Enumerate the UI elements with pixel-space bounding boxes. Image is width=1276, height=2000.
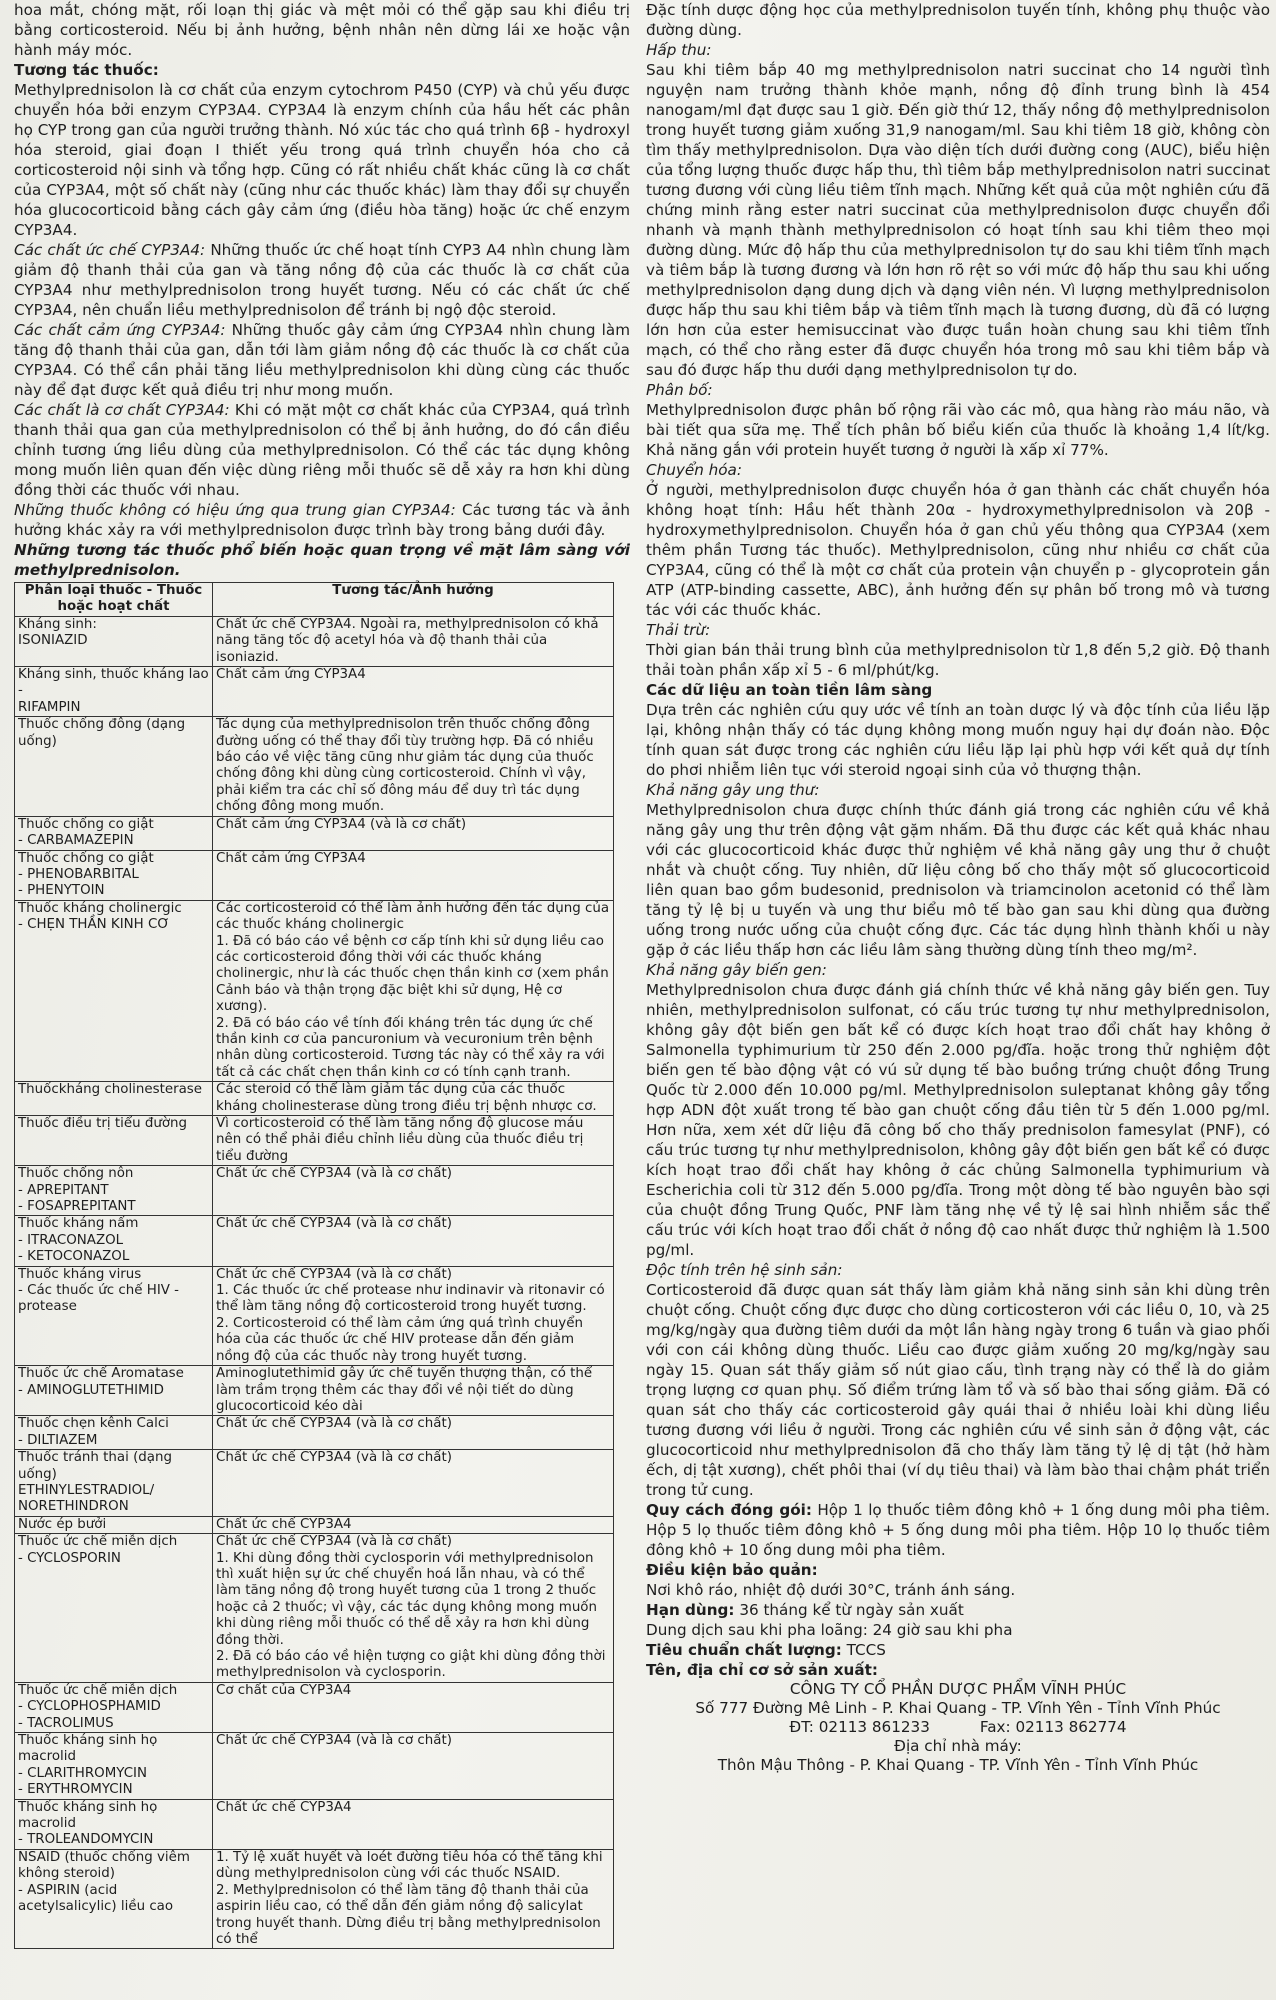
drug-line: - KETOCONAZOL xyxy=(18,1249,130,1265)
table-header-drug: Phân loại thuốc - Thuốc hoặc hoạt chất xyxy=(15,583,213,617)
repro-label: Độc tính trên hệ sinh sản: xyxy=(646,1261,843,1279)
drug-line: Thuốc kháng cholinergic xyxy=(18,900,182,916)
table-row xyxy=(15,1266,614,1365)
drug-line: RIFAMPIN xyxy=(18,699,81,715)
table-row xyxy=(15,850,614,900)
table-row xyxy=(15,1366,614,1416)
intro-text: hoa mắt, chóng mặt, rối loạn thị giác và mệt mỏi có thể gặp sau khi điều trị bằng corticosteroid. Nếu bị ảnh hưởng, bệnh nhân nên dừng lái xe hoặc vận hành máy móc. xyxy=(14,1,630,59)
effect-cell: 1. Tỷ lệ xuất huyết và loét đường tiêu hóa có thể tăng khi dùng methylprednisolon cùng với các thuốc NSAID. 2. Methylprednisolon có thể làm tăng độ thanh thải của aspirin liều cao, có thể dẫn đến giảm nồng độ salicylat trong huyết thanh. Dừng điều trị bằng methylprednisolon có thể xyxy=(213,1849,614,1948)
drug-cell xyxy=(15,667,213,717)
packaging-line: Quy cách đóng gói: Hộp 1 lọ thuốc tiêm đông khô + 1 ống dung môi pha tiêm. Hộp 5 lọ thuốc tiêm đông khô + 5 ống dung môi pha tiêm. Hộp 10 lọ thuốc tiêm đông khô + 10 ống dung môi pha tiêm. xyxy=(646,1501,1270,1559)
drug-cell xyxy=(15,1450,213,1517)
metabolism-text: Ở người, methylprednisolon được chuyển hóa ở gan thành các chất chuyển hóa không hoạt tính: Hầu hết thành 20α - hydroxymethylprednisolon và 20β - hydroxymethylprednisolon. Chuyển hóa ở gan chủ yếu thông qua CYP3A4 (xem thêm phần Tương tác thuốc). Methylprednisolon, cũng như nhiều cơ chất của CYP3A4, cũng có thể là một cơ chất của protein vận chuyển p - glycoprotein gắn ATP (ATP-binding cassette, ABC), ảnh hưởng đến sự phân bố trong mô và tương tác với các thuốc khác. xyxy=(646,481,1270,619)
drug-line: Kháng sinh, thuốc kháng lao - xyxy=(18,667,209,699)
table-header-row xyxy=(15,583,614,617)
substrates-paragraph: Các chất là cơ chất CYP3A4: Khi có mặt một cơ chất khác của CYP3A4, quá trình thanh thải qua gan của methylprednisolon có thể bị ảnh hưởng, do đó cần điều chỉnh tương ứng liều dùng của methylprednisolon. Có thể các tác dụng không mong muốn liên quan đến việc dùng riêng mỗi thuốc sẽ dễ xảy ra hơn khi dùng đồng thời các thuốc với nhau. xyxy=(14,401,630,499)
drug-line: - TROLEANDOMYCIN xyxy=(18,1832,154,1848)
shelf-life-diluted: Dung dịch sau khi pha loãng: 24 giờ sau khi pha xyxy=(646,1621,1013,1639)
effect-cell: Chất ức chế CYP3A4 (và là cơ chất) xyxy=(213,1450,614,1517)
drug-line: Thuốc ức chế Aromatase xyxy=(18,1366,184,1382)
drug-line: Thuốc kháng sinh họ macrolid xyxy=(18,1733,158,1765)
phone-number: ĐT: 02113 861233 xyxy=(789,1718,930,1736)
drug-cell xyxy=(15,816,213,850)
interactions-heading: Tương tác thuốc: xyxy=(14,61,159,79)
drug-cell xyxy=(15,1516,213,1533)
drug-line: - APREPITANT xyxy=(18,1182,109,1198)
drug-cell xyxy=(15,1266,213,1365)
mutagenic-text: Methylprednisolon chưa được đánh giá chính thức về khả năng gây biến gen. Tuy nhiên, methylprednisolon sulfonat, có cấu trúc tương tự như methylprednisolon, không gây đột biến gen bất kể có được kích hoạt trao đổi chất hay không ở Salmonella typhimurium từ 250 đến 2.000 pg/đĩa. hoặc trong thử nghiệm đột biến gen tế bào động vật có vú sử dụng tế bào buồng trứng chuột đồng Trung Quốc từ 2.000 đến 10.000 pg/ml. Methylprednisolon suleptanat không gây tổng hợp ADN đột xuất trong tế bào gan chuột cống đầu tiên từ 5 đến 1.000 pg/ml. Hơn nữa, xem xét dữ liệu đã công bố cho thấy prednisolon famesylat (PNF), có cấu trúc tương tự như methylprednisolon, không gây đột biến gen bất kể có được kích hoạt trao đổi chất hay không ở các chủng Salmonella typhimurium và Escherichia coli từ 312 đến 5.000 pg/đĩa. Trong một dòng tế bào nguyên bào sợi của chuột đồng Trung Quốc, PNF làm tăng nhẹ về tỷ lệ sai hình nhiễm sắc thể cấu trúc với kích hoạt trao đổi chất ở nồng độ cao nhất được thử nghiệm là 1.500 pg/ml. xyxy=(646,981,1270,1259)
drug-line: Thuốc chống co giật xyxy=(18,850,154,866)
company-name: CÔNG TY CỔ PHẦN DƯỢC PHẨM VĨNH PHÚC xyxy=(789,1680,1127,1698)
effect-cell: Vì corticosteroid có thể làm tăng nồng độ glucose máu nên có thể phải điều chỉnh liều dùng của thuốc điều trị tiểu đường xyxy=(213,1116,614,1166)
drug-cell xyxy=(15,717,213,816)
effect-cell: Chất ức chế CYP3A4 (và là cơ chất) xyxy=(213,1216,614,1266)
drug-line: NSAID (thuốc chống viêm không steroid) xyxy=(18,1849,190,1882)
effect-cell: Chất ức chế CYP3A4 xyxy=(213,1516,614,1533)
drug-line: - DILTIAZEM xyxy=(18,1432,98,1448)
drug-line: - TACROLIMUS xyxy=(18,1715,114,1731)
inducers-paragraph: Các chất cảm ứng CYP3A4: Những thuốc gây cảm ứng CYP3A4 nhìn chung làm tăng độ thanh thải của gan, dẫn tới làm giảm nồng độ các thuốc là cơ chất của CYP3A4. Có thể cần phải tăng liều methylprednisolon khi dùng cùng các thuốc này để đạt được kết quả điều trị như mong muốn. xyxy=(14,321,630,399)
table-row xyxy=(15,1116,614,1166)
effect-cell: Chất ức chế CYP3A4 (và là cơ chất) xyxy=(213,1733,614,1800)
drug-cell xyxy=(15,1682,213,1732)
drug-line: - ASPIRIN (acid acetylsalicylic) liều cao xyxy=(18,1882,174,1915)
non-cyp-paragraph: Những thuốc không có hiệu ứng qua trung gian CYP3A4: Các tương tác và ảnh hưởng khác xảy ra với methylprednisolon được trình bày trong bảng dưới đây. xyxy=(14,501,630,539)
table-row xyxy=(15,667,614,717)
storage-text: Nơi khô ráo, nhiệt độ dưới 30°C, tránh ánh sáng. xyxy=(646,1581,1016,1599)
distribution-label: Phân bố: xyxy=(646,381,713,399)
table-row xyxy=(15,1682,614,1732)
effect-cell: Tác dụng của methylprednisolon trên thuốc chống đông đường uống có thể thay đổi tùy trường hợp. Đã có nhiều báo cáo về việc tăng cũng như giảm tác dụng của thuốc chống đông khi dùng cùng corticosteroid. Chính vì vậy, phải kiểm tra các chỉ số đông máu để duy trì tác dụng chống đông mong muốn. xyxy=(213,717,614,816)
carcinogenic-label: Khả năng gây ung thư: xyxy=(646,781,820,799)
contact-line xyxy=(646,1718,1270,1737)
effect-cell: Cơ chất của CYP3A4 xyxy=(213,1682,614,1732)
drug-cell xyxy=(15,1116,213,1166)
factory-label: Địa chỉ nhà máy: xyxy=(894,1737,1022,1755)
drug-cell xyxy=(15,1366,213,1416)
effect-cell: Các steroid có thể làm giảm tác dụng của các thuốc kháng cholinesterase dùng trong điều trị bệnh nhược cơ. xyxy=(213,1082,614,1116)
drug-cell xyxy=(15,850,213,900)
storage-label: Điều kiện bảo quản: xyxy=(646,1561,818,1579)
drug-cell xyxy=(15,1849,213,1948)
drug-cell xyxy=(15,1733,213,1800)
elimination-text: Thời gian bán thải trung bình của methylprednisolon từ 1,8 đến 5,2 giờ. Độ thanh thải toàn phần xấp xỉ 5 - 6 ml/phút/kg. xyxy=(646,641,1270,679)
drug-line: - CLARITHROMYCIN xyxy=(18,1765,148,1781)
distribution-text: Methylprednisolon được phân bố rộng rãi vào các mô, qua hàng rào máu não, và bài tiết qua sữa mẹ. Thể tích phân bố biểu kiến của thuốc là khoảng 1,4 lít/kg. Khả năng gắn với protein huyết tương ở người là xấp xỉ 77%. xyxy=(646,401,1270,459)
drug-line: Nước ép bưởi xyxy=(18,1516,107,1532)
table-body xyxy=(15,616,614,1949)
drug-line: ISONIAZID xyxy=(18,633,88,649)
table-row xyxy=(15,1166,614,1216)
table-row xyxy=(15,1799,614,1849)
drug-line: NORETHINDRON xyxy=(18,1499,129,1515)
carcinogenic-text: Methylprednisolon chưa được chính thức đánh giá trong các nghiên cứu về khả năng gây ung thư trên động vật gặm nhấm. Đã thu được các kết quả khác nhau với các glucocorticoid khác được thử nghiệm về khả năng gây ung thư ở chuột nhắt và chuột cống. Tuy nhiên, dữ liệu công bố cho thấy một số glucocorticoid liên quan bao gồm budesonid, prednisolon và triamcinolon acetonid có thể làm tăng tỷ lệ bị u tuyến và ung thư biểu mô tế bào gan sau khi dùng qua đường uống trong nước uống của chuột cống đực. Các tác dụng hình thành khối u này gặp ở các liều thấp hơn các liều lâm sàng thường dùng tính theo mg/m². xyxy=(646,801,1270,959)
effect-cell: Chất cảm ứng CYP3A4 xyxy=(213,850,614,900)
table-row xyxy=(15,900,614,1081)
metabolism-label: Chuyển hóa: xyxy=(646,461,742,479)
effect-cell: Chất ức chế CYP3A4. Ngoài ra, methylprednisolon có khả năng tăng tốc độ acetyl hóa và độ thanh thải của isoniazid. xyxy=(213,616,614,666)
effect-cell: Chất ức chế CYP3A4 (và là cơ chất) xyxy=(213,1166,614,1216)
company-address: Số 777 Đường Mê Linh - P. Khai Quang - TP. Vĩnh Yên - Tỉnh Vĩnh Phúc xyxy=(695,1699,1221,1717)
table-header-effect: Tương tác/Ảnh hưởng xyxy=(213,583,614,617)
fax-number: Fax: 02113 862774 xyxy=(979,1718,1127,1736)
effect-cell: Aminoglutethimid gây ức chế tuyến thượng thận, có thể làm trầm trọng thêm các thay đổi về nội tiết do dùng glucocorticoid kéo dài xyxy=(213,1366,614,1416)
drug-line: - CYCLOSPORIN xyxy=(18,1550,121,1566)
absorption-label: Hấp thu: xyxy=(646,41,712,59)
drug-cell xyxy=(15,1166,213,1216)
inhibitors-paragraph: Các chất ức chế CYP3A4: Những thuốc ức chế hoạt tính CYP3 A4 nhìn chung làm giảm độ thanh thải của gan và tăng nồng độ của các thuốc là cơ chất của CYP3A4 như methylprednisolon trong huyết tương. Nếu có các chất ức chế CYP3A4, nên chuẩn liều methylprednisolon để tránh bị ngộ độc steroid. xyxy=(14,241,630,319)
drug-line: - AMINOGLUTETHIMID xyxy=(18,1382,164,1398)
table-row xyxy=(15,1450,614,1517)
drug-line: Thuốc kháng sinh họ macrolid xyxy=(18,1799,158,1832)
effect-cell: Chất ức chế CYP3A4 (và là cơ chất) xyxy=(213,1416,614,1450)
table-row xyxy=(15,816,614,850)
table-row xyxy=(15,1082,614,1116)
table-row xyxy=(15,1216,614,1266)
effect-cell: Chất cảm ứng CYP3A4 xyxy=(213,667,614,717)
drug-line: - CYCLOPHOSPHAMID xyxy=(18,1699,161,1715)
drug-cell xyxy=(15,1799,213,1849)
drug-line: Thuốckháng cholinesterase xyxy=(18,1082,202,1098)
manufacturer-label: Tên, địa chỉ cơ sở sản xuất: xyxy=(646,1661,878,1679)
drug-line: Thuốc ức chế miễn dịch xyxy=(18,1534,178,1550)
drug-line: ETHINYLESTRADIOL/ xyxy=(18,1482,155,1498)
drug-cell xyxy=(15,900,213,1081)
preclinical-heading: Các dữ liệu an toàn tiền lâm sàng xyxy=(646,681,933,699)
drug-cell xyxy=(15,1216,213,1266)
standard-line: Tiêu chuẩn chất lượng: TCCS xyxy=(646,1641,886,1659)
drug-cell xyxy=(15,1534,213,1683)
factory-address: Thôn Mậu Thông - P. Khai Quang - TP. Vĩnh Yên - Tỉnh Vĩnh Phúc xyxy=(717,1756,1199,1774)
table-row xyxy=(15,717,614,816)
repro-text: Corticosteroid đã được quan sát thấy làm giảm khả năng sinh sản khi dùng trên chuột cống. Chuột cống đực được cho dùng corticosteron với các liều 0, 10, và 25 mg/kg/ngày qua đường tiêm dưới da một lần hàng ngày trong 6 tuần và giao phối với con cái không dùng thuốc. Liều cao được giảm xuống 20 mg/kg/ngày sau ngày 15. Quan sát thấy giảm số nút giao cấu, tình trạng này có thể là do giảm trọng lượng cơ quan phụ. Số điểm trứng làm tổ và số bào thai sống giảm. Đã có quan sát cho thấy các corticosteroid gây quái thai ở nhiều loài khi dùng liều tương đương với liều ở người. Trong các nghiên cứu về sinh sản ở động vật, các glucocorticoid như methylprednisolon đã cho thấy làm tăng tỷ lệ dị tật (hở hàm ếch, dị tật xương), chết phôi thai (ví dụ tiêu thai) và làm bào thai chậm phát triển trong tử cung. xyxy=(646,1281,1270,1499)
drug-line: Thuốc chẹn kênh Calci xyxy=(18,1416,169,1432)
drug-line: - CHẸN THẦN KINH CƠ xyxy=(18,917,170,933)
drug-line: - PHENOBARBITAL xyxy=(18,866,139,882)
interaction-table xyxy=(14,582,614,1949)
drug-line: - ITRACONAZOL xyxy=(18,1232,124,1248)
interactions-intro: Methylprednisolon là cơ chất của enzym cytochrom P450 (CYP) và chủ yếu được chuyển hóa bởi enzym CYP3A4. CYP3A4 là enzym chính của hầu hết các phân họ CYP trong gan của người trưởng thành. Nó xúc tác cho quá trình 6β - hydroxyl hóa steroid, giai đoạn I thiết yếu trong quá trình chuyển hóa cho cả corticosteroid nội sinh và tổng hợp. Cũng có rất nhiều chất khác cũng là cơ chất của CYP3A4, một số chất này (cũng như các thuốc khác) làm thay đổi sự chuyển hóa glucocorticoid bằng cách gây cảm ứng (điều hòa tăng) hoặc ức chế enzym CYP3A4. xyxy=(14,81,630,239)
drug-line: Thuốc tránh thai (dạng uống) xyxy=(18,1450,172,1482)
table-row xyxy=(15,1416,614,1450)
effect-cell: Các corticosteroid có thể làm ảnh hưởng đến tác dụng của các thuốc kháng cholinergic 1. Đã có báo cáo về bệnh cơ cấp tính khi sử dụng liều cao các corticosteroid đồng thời với các thuốc kháng cholinergic, như là các thuốc chẹn thần kinh cơ (xem phần Cảnh báo và thận trọng đặc biệt khi sử dụng, Hệ cơ xương). 2. Đã có báo cáo về tính đối kháng trên tác dụng ức chế thần kinh cơ của pancuronium và vecuronium trên bệnh nhân dùng corticosteroid. Tương tác này có thể xảy ra với tất cả các chất chẹn thần kinh cơ có tính cạnh tranh. xyxy=(213,900,614,1081)
table-row xyxy=(15,1733,614,1800)
drug-line: - CARBAMAZEPIN xyxy=(18,833,134,849)
elimination-label: Thải trừ: xyxy=(646,621,711,639)
effect-cell: Chất ức chế CYP3A4 (và là cơ chất) 1. Khi dùng đồng thời cyclosporin với methylprednisolon thì xuất hiện sự ức chế chuyển hoá lẫn nhau, và có thể làm tăng nồng độ trong huyết tương của 1 trong 2 thuốc hoặc cả 2 thuốc; vì vậy, các tác dụng không mong muốn khi dùng riêng mỗi thuốc có thể dễ xảy ra hơn khi dùng đồng thời. 2. Đã có báo cáo về hiện tượng co giật khi dùng đồng thời methylprednisolon và cyclosporin. xyxy=(213,1534,614,1683)
drug-line: - Các thuốc ức chế HIV - protease xyxy=(18,1283,180,1315)
table-title: Những tương tác thuốc phổ biến hoặc quan trọng về mặt lâm sàng với methylprednisolon. xyxy=(14,541,630,579)
drug-line: Thuốc kháng virus xyxy=(18,1266,142,1282)
left-column xyxy=(14,0,630,2000)
drug-cell xyxy=(15,1082,213,1116)
drug-line: Thuốc chống đông (dạng uống) xyxy=(18,717,186,749)
table-row xyxy=(15,1849,614,1948)
drug-line: Thuốc chống nôn xyxy=(18,1166,134,1182)
drug-line: Kháng sinh: xyxy=(18,616,97,632)
drug-line: Thuốc ức chế miễn dịch xyxy=(18,1682,178,1698)
shelf-life-line: Hạn dùng: 36 tháng kể từ ngày sản xuất xyxy=(646,1601,964,1619)
drug-line: Thuốc kháng nấm xyxy=(18,1216,139,1232)
table-row xyxy=(15,1534,614,1683)
drug-cell xyxy=(15,616,213,666)
drug-line: - FOSAPREPITANT xyxy=(18,1199,136,1215)
table-row xyxy=(15,1516,614,1533)
effect-cell: Chất cảm ứng CYP3A4 (và là cơ chất) xyxy=(213,816,614,850)
drug-line: Thuốc điều trị tiểu đường xyxy=(18,1116,188,1131)
right-column xyxy=(646,0,1270,2000)
effect-cell: Chất ức chế CYP3A4 xyxy=(213,1799,614,1849)
pk-intro: Đặc tính dược động học của methylprednisolon tuyến tính, không phụ thuộc vào đường dùng. xyxy=(646,1,1270,39)
table-row xyxy=(15,616,614,666)
drug-line: Thuốc chống co giật xyxy=(18,816,154,832)
mutagenic-label: Khả năng gây biến gen: xyxy=(646,961,827,979)
absorption-text: Sau khi tiêm bắp 40 mg methylprednisolon natri succinat cho 14 người tình nguyện nam trưởng thành khỏe mạnh, nồng độ đỉnh trung bình là 454 nanogam/ml đạt được sau 1 giờ. Đến giờ thứ 12, thấy nồng độ methylprednisolon trong huyết tương giảm xuống 31,9 nanogam/ml. Sau khi tiêm 18 giờ, không còn tìm thấy methylprednisolon. Dựa vào diện tích dưới đường cong (AUC), biểu hiện của tổng lượng thuốc được hấp thu, thì tiêm bắp methylprednisolon natri succinat tương đương với cùng liều tiêm tĩnh mạch. Những kết quả của một nghiên cứu đã chứng minh rằng ester natri succinat của methylprednisolon được chuyển đổi nhanh và mạnh thành methylprednisolon có hoạt tính sau khi tiêm theo mọi đường dùng. Mức độ hấp thu của methylprednisolon tự do sau khi tiêm tĩnh mạch và tiêm bắp là tương đương và lớn hơn rõ rệt so với mức độ hấp thu sau khi uống methylprednisolon dạng dung dịch và dạng viên nén. Vì lượng methylprednisolon được hấp thu sau khi tiêm bắp và tiêm tĩnh mạch là tương đương, dù đã có lượng lớn hơn của ester hemisuccinat vào được tuần hoàn chung sau khi tiêm tĩnh mạch, có thể cho rằng ester đã được chuyển hóa trong mô sau khi tiêm bắp và sau đó được hấp thu dưới dạng methylprednisolon tự do. xyxy=(646,61,1270,379)
effect-cell: Chất ức chế CYP3A4 (và là cơ chất) 1. Các thuốc ức chế protease như indinavir và ritonavir có thể làm tăng nồng độ corticosteroid trong huyết tương. 2. Corticosteroid có thể làm cảm ứng quá trình chuyển hóa của các thuốc ức chế HIV protease dẫn đến giảm nồng độ của các thuốc này trong huyết tương. xyxy=(213,1266,614,1365)
drug-cell xyxy=(15,1416,213,1450)
drug-line: - ERYTHROMYCIN xyxy=(18,1782,133,1798)
drug-line: - PHENYTOIN xyxy=(18,883,105,899)
preclinical-text: Dựa trên các nghiên cứu quy ước về tính an toàn dược lý và độc tính của liều lặp lại, không nhận thấy có tác dụng không mong muốn nguy hại dự đoán nào. Độc tính quan sát được trong các nghiên cứu liều lặp lại phù hợp với kết quả dự tính do phơi nhiễm liên tục với steroid ngoại sinh của vỏ thượng thận. xyxy=(646,701,1270,779)
